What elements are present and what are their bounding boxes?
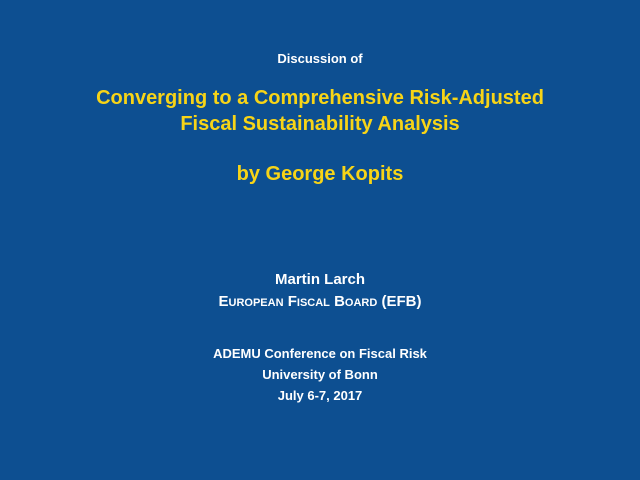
conference-name: ADEMU Conference on Fiscal Risk — [213, 346, 427, 361]
org-word-1-cap: E — [218, 293, 229, 310]
title-line-2: Fiscal Sustainability Analysis — [180, 113, 460, 135]
org-word-1-rest: UROPEAN — [228, 297, 284, 309]
presenter-organization — [0, 294, 640, 309]
org-abbreviation: (EFB) — [381, 293, 422, 310]
byline: by George Kopits — [236, 163, 404, 185]
org-word-2-cap: F — [287, 293, 297, 310]
conference-date: July 6-7, 2017 — [277, 388, 363, 403]
presenter-name: Martin Larch — [274, 271, 365, 288]
conference-venue: University of Bonn — [262, 367, 378, 382]
title-line-1: Converging to a Comprehensive Risk-Adjusted — [96, 87, 544, 109]
org-word-3-cap: B — [334, 293, 345, 310]
org-word-2-rest: ISCAL — [296, 297, 330, 309]
discussion-label: Discussion of — [277, 51, 363, 66]
org-word-3-rest: OARD — [344, 297, 378, 309]
